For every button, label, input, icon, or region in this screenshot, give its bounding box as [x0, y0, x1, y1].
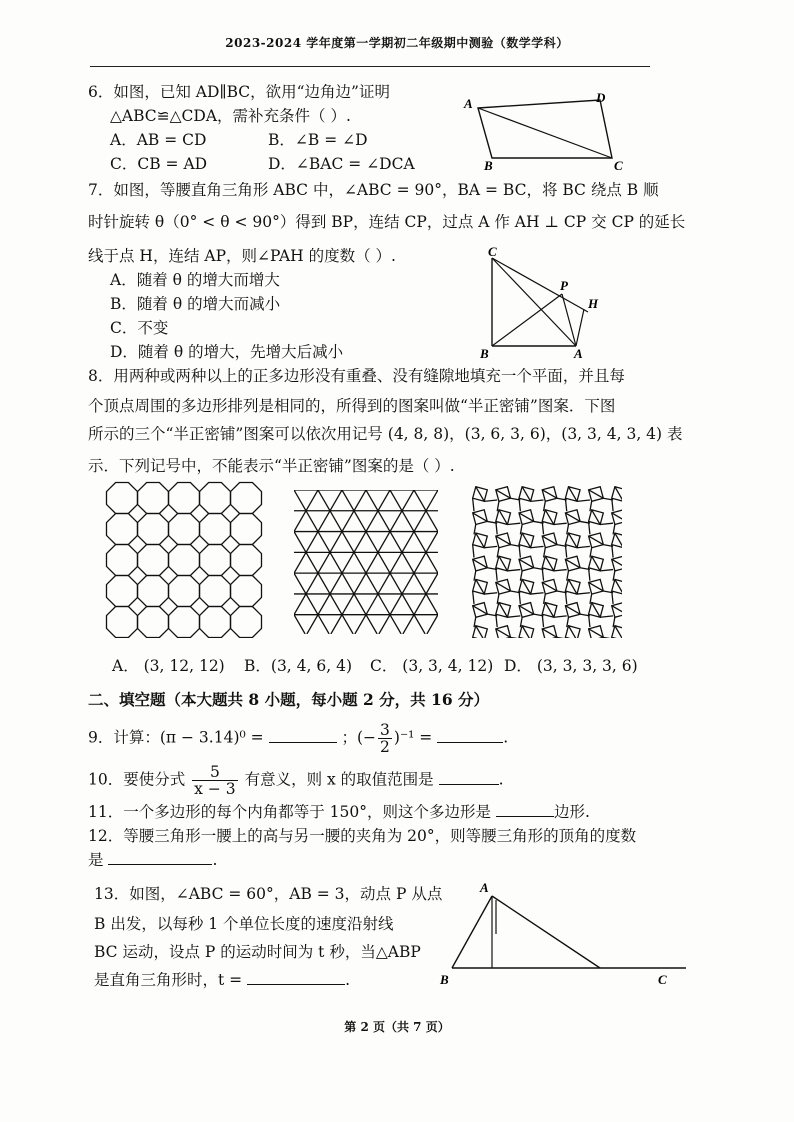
- tiling-line: [473, 498, 474, 511]
- q7-label-c: C: [488, 244, 497, 259]
- tiling-line: [379, 490, 438, 634]
- octagon-tile: [231, 545, 262, 576]
- tiling-line: [507, 570, 520, 571]
- tiling-line: [554, 616, 567, 617]
- tiling-3-6-3-6: [294, 490, 438, 634]
- q12-prefix: 是: [88, 851, 104, 869]
- tiling-line: [531, 500, 544, 501]
- q13-label-c: C: [658, 972, 667, 986]
- octagon-tile: [138, 576, 169, 607]
- q9-frac-den: 2: [380, 738, 390, 756]
- q9-blank-2[interactable]: [437, 728, 503, 743]
- octagon-tile: [200, 607, 231, 638]
- q6-line1: 6．如图，已知 AD∥BC，欲用“边角边”证明: [88, 83, 390, 101]
- q9-frac-num: 3: [380, 721, 390, 739]
- q9-suffix: )⁻¹ =: [393, 728, 433, 747]
- q7-label-p: P: [560, 278, 568, 293]
- octagon-tile: [138, 483, 169, 514]
- q6-line2: △ABC≌△CDA，需补充条件（ ）.: [110, 107, 351, 125]
- q9-prefix: 9．计算：(π − 3.14)⁰ =: [88, 728, 264, 747]
- q13-line1: 13．如图，∠ABC = 60°，AB = 3，动点 P 从点: [94, 885, 443, 903]
- octagon-tile: [231, 607, 262, 638]
- tiling-line: [531, 546, 544, 547]
- q7-option-b: B．随着 θ 的增大而减小: [110, 295, 281, 313]
- tiling-line: [554, 523, 567, 524]
- q11-blank[interactable]: [496, 802, 554, 817]
- octagon-tile: [200, 576, 231, 607]
- q12-line1: 12．等腰三角形一腰上的高与另一腰的夹角为 20°，则等腰三角形的顶角的度数: [88, 827, 637, 845]
- tiling-line: [473, 591, 474, 604]
- q6-option-c: C．CB = AD: [110, 155, 208, 173]
- tiling-line: [554, 570, 567, 571]
- octagon-tile: [107, 607, 138, 638]
- q7-line1: 7．如图，等腰直角三角形 ABC 中，∠ABC = 90°，BA = BC，将 BC 绕点 B 顺: [88, 181, 659, 199]
- q8-line3: 所示的三个“半正密铺”图案可以依次用记号 (4, 8, 8)，(3, 6, 3, 6)，(3, 3, 4, 3, 4) 表: [88, 425, 683, 443]
- tiling-line: [294, 490, 377, 634]
- octagon-tile: [200, 483, 231, 514]
- q6-label-a: A: [464, 96, 473, 111]
- tiling-3-3-4-3-4: [472, 486, 622, 638]
- tiling-line: [390, 490, 438, 634]
- q10-prefix: 10．要使分式: [88, 770, 186, 789]
- octagon-tile: [169, 483, 200, 514]
- octagon-tile: [107, 576, 138, 607]
- q8-line4: 示．下列记号中，不能表示“半正密铺”图案的是（ ）.: [88, 457, 455, 475]
- q8-option-a: A． (3, 12, 12): [112, 657, 225, 675]
- tiling-line: [577, 593, 590, 594]
- octagon-tile: [107, 545, 138, 576]
- octagon-tile: [107, 514, 138, 545]
- tiling-4-8-8: [104, 480, 264, 638]
- page-footer: 第 2 页（共 7 页）: [344, 1020, 450, 1034]
- octagon-tile: [138, 545, 169, 576]
- q9-blank-1[interactable]: [269, 728, 337, 743]
- q11-suffix: 边形.: [553, 803, 590, 821]
- tiling-line: [331, 490, 414, 634]
- tiling-line: [294, 490, 342, 634]
- q7-triangle-figure: [478, 244, 608, 362]
- tiling-line: [507, 523, 520, 524]
- q6-option-a: A．AB = CD: [110, 131, 207, 149]
- tiling-line: [307, 490, 390, 634]
- q7-label-a: A: [574, 346, 583, 361]
- q8-option-b: B．(3, 4, 6, 4): [244, 657, 352, 675]
- tiling-line: [473, 545, 474, 558]
- q11-text: 11．一个多边形的每个内角都等于 150°，则这个多边形是: [88, 803, 491, 821]
- octagon-tile: [169, 576, 200, 607]
- tiling-line: [600, 523, 613, 524]
- q13-line2: B 出发，以每秒 1 个单位长度的速度沿射线: [94, 915, 394, 933]
- octagon-tile: [169, 607, 200, 638]
- q9-fraction: [378, 722, 392, 755]
- section-fill-in-title: 二、填空题（本大题共 8 小题，每小题 2 分，共 16 分）: [88, 690, 490, 709]
- q10-suffix: 有意义，则 x 的取值范围是: [244, 770, 434, 789]
- q10-frac-num: 5: [192, 764, 237, 781]
- q13-angle-figure: [436, 878, 692, 986]
- q9-mid: ；(−: [341, 728, 377, 747]
- q7-line2: 时针旋转 θ（0° < θ < 90°）得到 BP，连结 CP，过点 A 作 AH ⊥ CP 交 CP 的延长: [88, 213, 686, 231]
- header-rule: [90, 66, 650, 67]
- q13-label-b: B: [440, 972, 449, 986]
- q10: 10．要使分式 $\frac{5}{x - 3}$ 有意义，则 x 的取值范围是 .: [88, 763, 504, 798]
- tiling-line: [294, 490, 318, 634]
- tiling-line: [507, 616, 520, 617]
- octagon-tile: [138, 607, 169, 638]
- octagon-tile: [200, 545, 231, 576]
- q6-label-b: B: [484, 158, 493, 172]
- q13-label-a: A: [480, 880, 489, 895]
- q7-line3: 线于点 H，连结 AP，则∠PAH 的度数（ ）.: [88, 247, 396, 265]
- q7-label-b: B: [480, 346, 489, 361]
- tiling-line: [355, 490, 438, 634]
- q10-fraction: [192, 764, 237, 797]
- q8-option-d: D． (3, 3, 3, 3, 6): [504, 657, 638, 675]
- q10-blank[interactable]: [439, 770, 499, 785]
- tiling-line: [318, 490, 401, 634]
- q7-label-h: H: [588, 296, 599, 311]
- octagon-tile: [107, 483, 138, 514]
- octagon-tile: [169, 514, 200, 545]
- q6-option-d: D．∠BAC = ∠DCA: [268, 155, 415, 173]
- tiling-line: [294, 490, 353, 634]
- tiling-line: [577, 546, 590, 547]
- q7-option-d: D．随着 θ 的增大，先增大后减小: [110, 343, 344, 361]
- q11: [88, 802, 590, 822]
- tiling-line: [484, 546, 497, 547]
- q6-label-c: C: [614, 158, 623, 172]
- page-header: 2023-2024 学年度第一学期初二年级期中测验（数学学科）: [225, 36, 569, 50]
- tiling-line: [342, 490, 425, 634]
- q6-parallelogram-figure: [460, 88, 630, 172]
- tiling-line: [600, 616, 613, 617]
- q12-line2: 是 .: [88, 851, 218, 869]
- square-tile: [612, 556, 622, 571]
- q13-prefix: 是直角三角形时，t =: [94, 971, 243, 989]
- q7-option-a: A．随着 θ 的增大而增大: [110, 271, 280, 289]
- tiling-line: [600, 570, 613, 571]
- q6-option-b: B．∠B = ∠D: [268, 131, 368, 149]
- octagon-tile: [231, 483, 262, 514]
- tiling-line: [484, 500, 497, 501]
- q13-blank[interactable]: [247, 970, 345, 985]
- octagon-tile: [231, 576, 262, 607]
- q6-label-d: D: [596, 90, 606, 105]
- tiling-line: [577, 500, 590, 501]
- square-tile: [612, 510, 622, 525]
- q13-line3: BC 运动，设点 P 的运动时间为 t 秒，当△ABP: [94, 943, 421, 961]
- octagon-tile: [138, 514, 169, 545]
- octagon-tile: [200, 514, 231, 545]
- q8-line1: 8．用两种或两种以上的正多边形没有重叠、没有缝隙地填充一个平面，并且每: [88, 367, 625, 385]
- q10-frac-den: x − 3: [194, 780, 236, 798]
- q13-line4: 是直角三角形时，t = .: [94, 971, 351, 989]
- q12-blank[interactable]: [108, 850, 212, 865]
- q8-line2: 个顶点周围的多边形排列是相同的，所得到的图案叫做“半正密铺”图案．下图: [88, 397, 616, 415]
- q7-option-c: C．不变: [110, 319, 169, 337]
- octagon-tile: [231, 514, 262, 545]
- q9: 9．计算：(π − 3.14)⁰ = ；(− $\frac{3}{2}$ )⁻¹ = .: [88, 721, 509, 756]
- tiling-line: [531, 593, 544, 594]
- q8-option-c: C． (3, 3, 4, 12): [370, 657, 494, 675]
- octagon-tile: [169, 545, 200, 576]
- tiling-line: [484, 593, 497, 594]
